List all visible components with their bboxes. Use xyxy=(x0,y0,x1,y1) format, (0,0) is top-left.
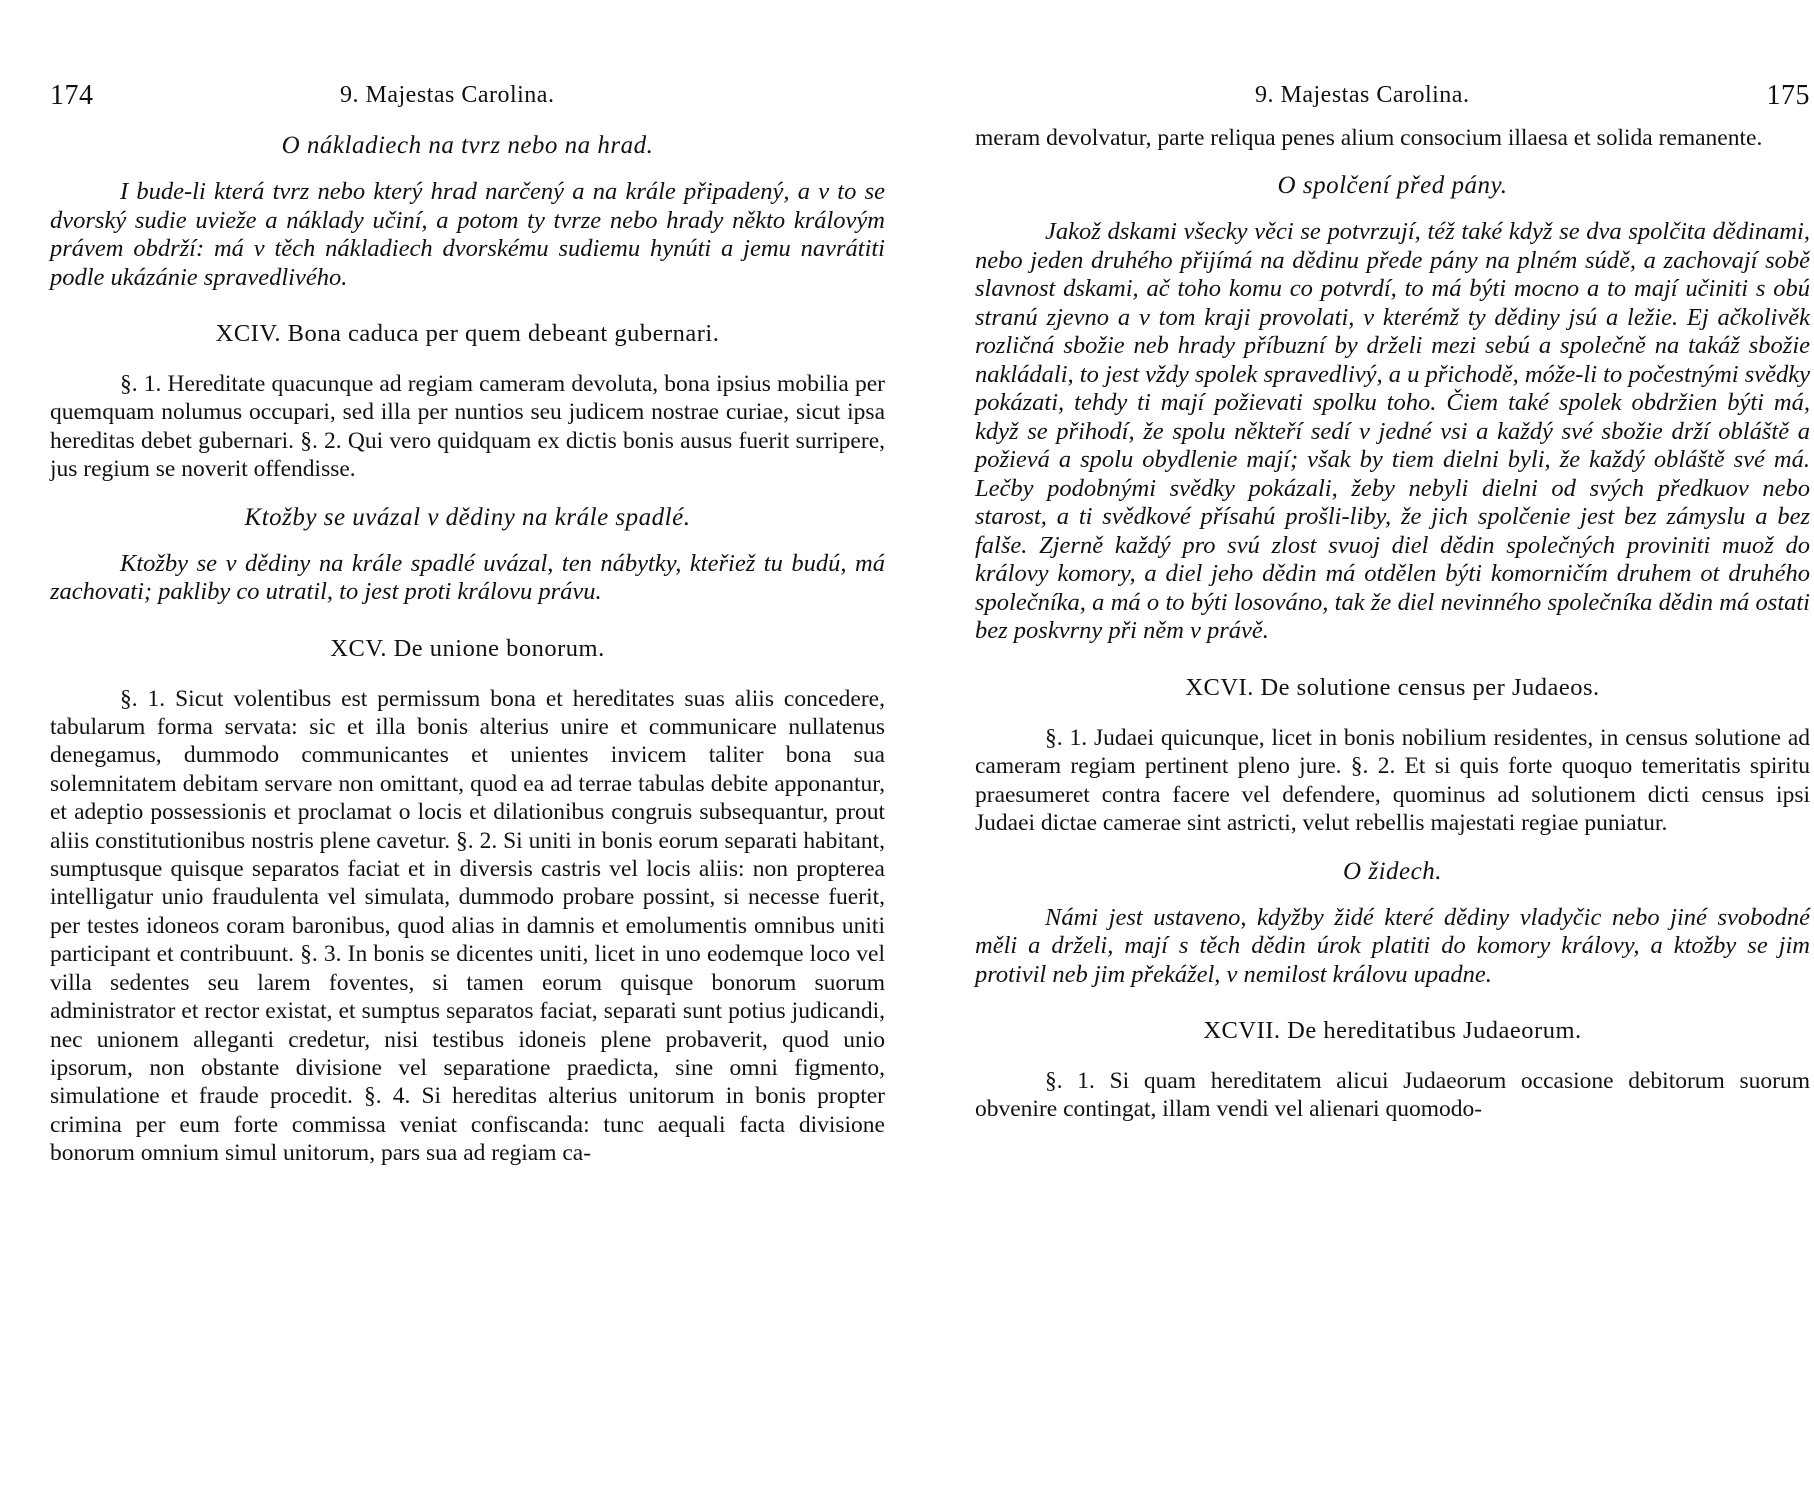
latin-paragraph: §. 1. Sicut volentibus est permissum bona et hereditates suas aliis concedere, tabularum forma servata: sic et illa bonis alterius unire et communicare nullatenus denegamus, dummodo communicantes et unientes invicem taliter bona sua solemnitatem debitam servare non omittant, quod ea ad terrae tabulas debite apponantur, et adeptio possessionis et proclamat o locis et dilationibus congruis subsequantur, prout aliis constitutionibus nostris plene cavetur. §. 2. Si uniti in bonis eorum separati habitant, sumptusque quisque separatos faciat et in diversis castris vel locis aliis: non propterea intelligatur unio fraudulenta vel simulata, dummodo probare possint, si necesse fuerit, per testes idoneos coram baronibus, quod alias in damnis et emolumentis omnibus uniti participant et contribuunt. §. 3. In bonis se dicentes uniti, licet in uno eodemque loco vel villa sedentes seu larem foventes, si tamen eorum quisque bonorum suorum administrator et rector existat, et sumptus separatos faciat, separati sunt potius judicandi, nec unionem alleganti credetur, nisi testibus idoneis plene probaverit, quod unio ipsorum, non obstante divisione vel separatione praedicta, sine omni figmento, simulatione et fraude procedit. §. 4. Si hereditas alterius unitorum in bonis propter crimina per eum forte commissa veniat confiscanda: tunc aequali facta divisione bonorum omnium simul unitorum, pars sua ad regiam ca- xyxy=(50,685,885,1167)
running-head-right xyxy=(975,80,1810,120)
czech-paragraph: Jakož dskami všecky věci se potvrzují, též také když se dva spolčita dědinami, nebo jeden druhého přijímá na dědinu přede pány na plném súdě, a zachovají sobě slavnost dskami, ač toho komu co potvrdí, to má býti mocno a to mají učiniti s obú stranú zjevno a v tom kraji provolati, v kterémž ty dědiny jsú a ležie. Ej ačkolivěk rozličná sbožie neb hrady příbuzní by drželi mezi sebú a společně na takáž sbožie nakládali, to jest vždy spolek spravedlivý, a u přichodě, móže-li to počestnými svědky pokázati, tehdy ti mají požievati spolku toho. Čiem také spolek obdržien býti má, když se přihodí, že spolu někteří sedí v jedné vsi a každý své sbožie drží obláště a požievá a spolu obydlenie mají; však by tiem dielni byli, že každý obláště své má. Lečby podobnými svědky pokázali, žeby nebyli dielni od svých předkuov nebo starost, a ti svědkové přísahú prošli-liby, že jich spolčenie jest bez zámyslu a bez falše. Zjerně každý pro svú zlost svuoj diel dědin společných proviniti muož do královy komory, a diel jeho dědin má otdělen býti komorničím druhem ot druhého společníka, a má o to býti losováno, tak že diel nevinného společníka dědin má ostati bez poskvrny při něm v právě. xyxy=(975,218,1810,645)
page-number-left: 174 xyxy=(50,80,94,111)
czech-paragraph: Ktožby se v dědiny na krále spadlé uvázal, ten nábytky, kteřiež tu budú, má zachovati; pakliby co utratil, to jest proti královu právu. xyxy=(50,549,885,606)
czech-section-title: O židech. xyxy=(1343,857,1442,885)
latin-section-heading: XCV. De unione bonorum. xyxy=(330,634,605,662)
czech-paragraph: I bude-li která tvrz nebo který hrad narčený a na krále připadený, a v to se dvorský sudie uvieže a náklady učiní, a potom ty tvrze nebo hrady někto královým právem obdrží: má v těch nákladiech dvorskému sudiemu hynúti a jemu navrátiti podle ukázánie spravedlivého. xyxy=(50,178,885,291)
latin-section-heading: XCVI. De solutione census per Judaeos. xyxy=(1185,673,1600,701)
latin-paragraph: §. 1. Si quam hereditatem alicui Judaeorum occasione debitorum suorum obvenire contingat, illam vendi vel alienari quomodo- xyxy=(975,1068,1810,1123)
czech-paragraph: Námi jest ustaveno, kdyžby židé které dědiny vladyčic nebo jiné svobodné měli a drželi, mají s těch dědin úrok platiti do komory královy, a ktožby se jim protivil neb jim překážel, v nemilost královu upadne. xyxy=(975,903,1810,988)
running-title-right: 9. Majestas Carolina. xyxy=(1255,82,1470,108)
czech-section-title: O spolčení před pány. xyxy=(1277,172,1508,200)
right-page xyxy=(975,80,1810,1144)
latin-paragraph: §. 1. Hereditate quacunque ad regiam cameram devoluta, bona ipsius mobilia per quemquam nolumus occupari, sed illa per nuntios seu judicem nostrae curiae, sicut ipsa hereditas debet gubernari. §. 2. Qui vero quidquam ex dictis bonis ausus fuerit surripere, jus regium se noverit offendisse. xyxy=(50,371,885,483)
latin-section-heading: XCVII. De hereditatibus Judaeorum. xyxy=(1203,1017,1582,1045)
latin-paragraph: §. 1. Judaei quicunque, licet in bonis nobilium residentes, in census solutione ad cameram regiam pertinent pleno jure. §. 2. Et si quis forte quoquo temeritatis spiritu praesumeret contra facere vel defendere, quominus ad solutionem dicti census ipsi Judaei dictae camerae sint astricti, velut rebellis majestati regiae puniatur. xyxy=(975,724,1810,837)
running-head-left xyxy=(50,80,885,120)
latin-section-heading: XCIV. Bona caduca per quem debeant gubernari. xyxy=(215,320,720,347)
left-page xyxy=(50,80,885,1188)
latin-paragraph-continued: meram devolvatur, parte reliqua penes alium consocium illaesa et solida remanente. xyxy=(975,125,1763,151)
page-number-right: 175 xyxy=(1766,80,1810,111)
czech-section-title: Ktožby se uvázal v dědiny na krále spadlé. xyxy=(244,503,691,531)
running-title-left: 9. Majestas Carolina. xyxy=(340,82,555,108)
czech-section-title: O nákladiech na tvrz nebo na hrad. xyxy=(281,132,654,159)
